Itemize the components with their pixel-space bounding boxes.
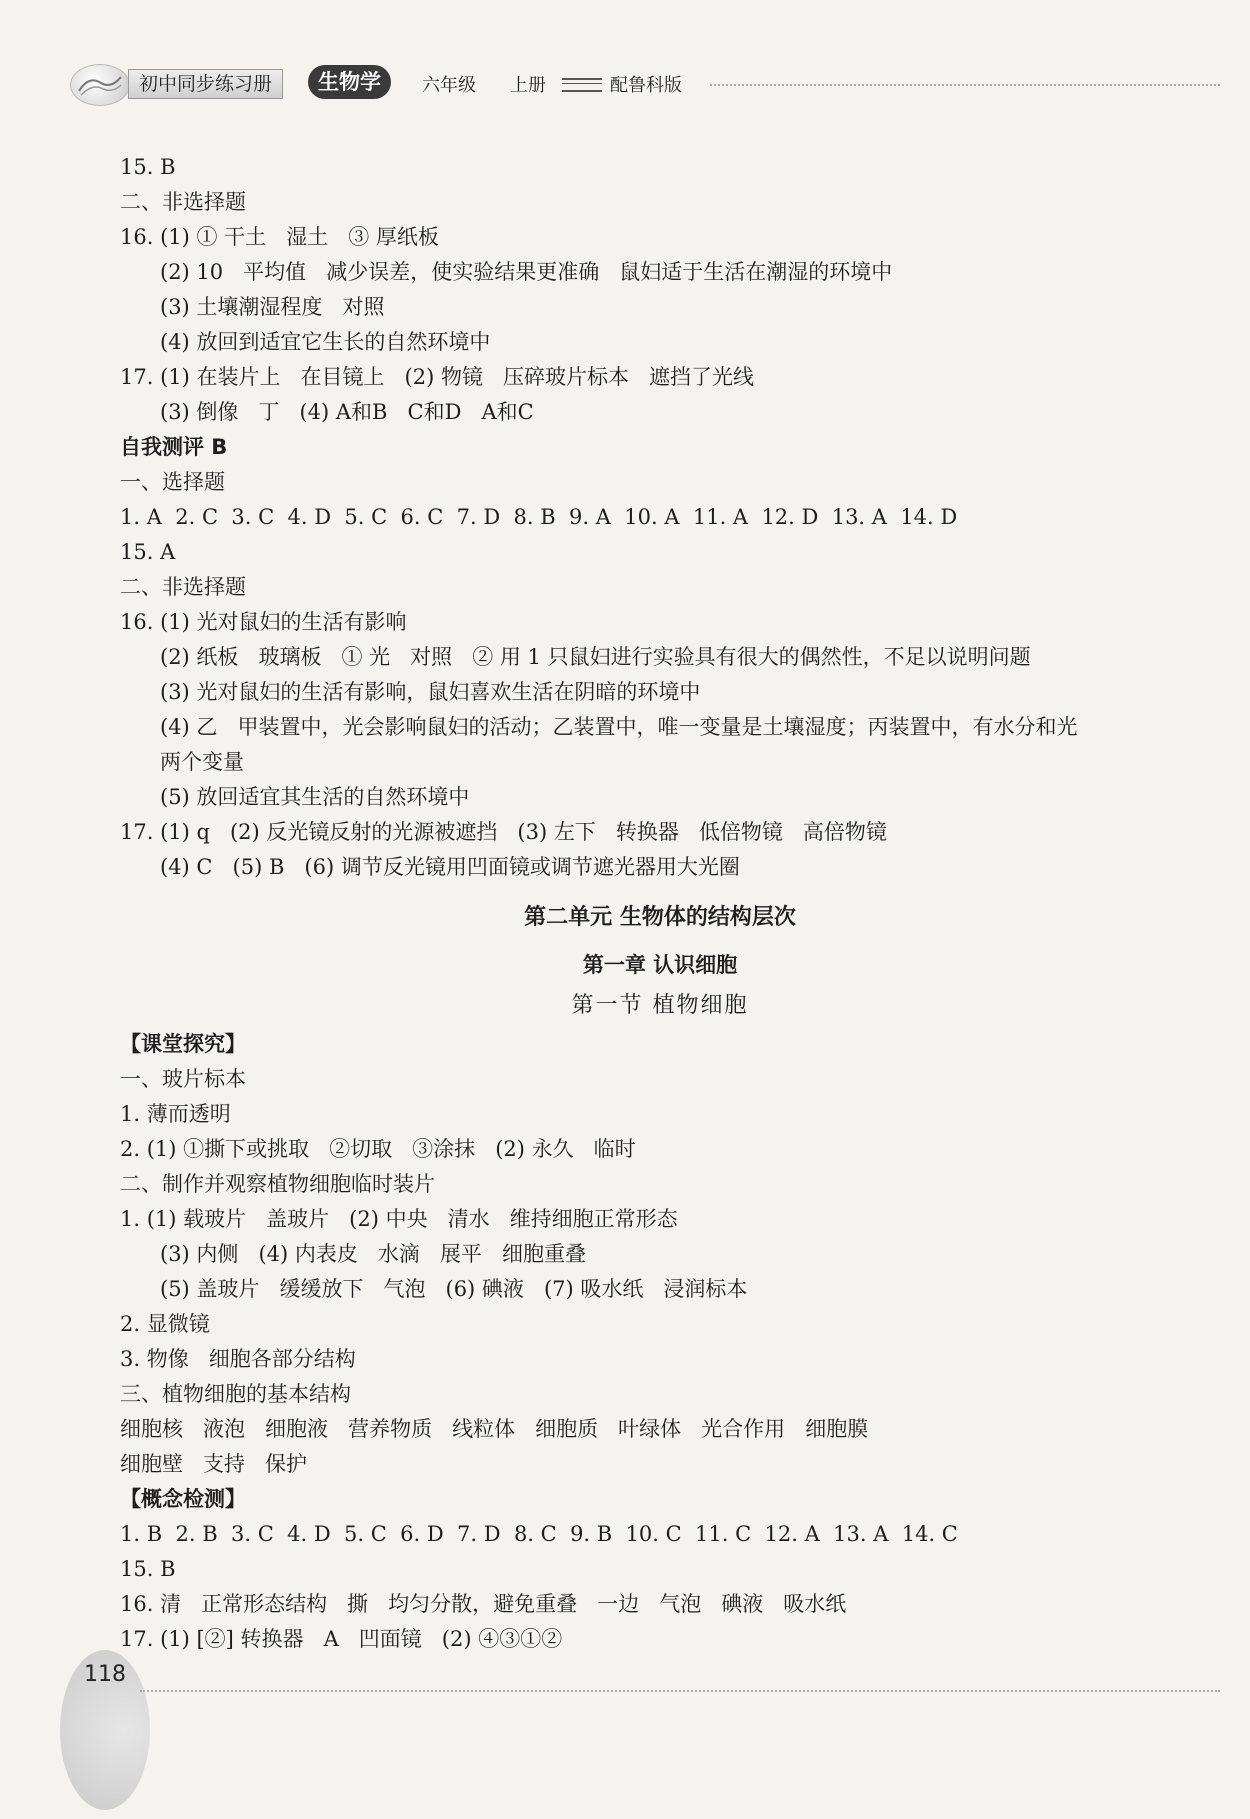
answer-line: 15. B: [120, 155, 176, 179]
series-title: 初中同步练习册: [128, 69, 283, 99]
answer-line: (2) 10 平均值 减少误差，使实验结果更准确 鼠妇适于生活在潮湿的环境中: [160, 260, 893, 284]
answer-line: 2. 显微镜: [120, 1312, 210, 1336]
answer-line: 【课堂探究】: [120, 1032, 246, 1056]
answer-line: 3. 物像 细胞各部分结构: [120, 1347, 356, 1371]
volume-label: 上册: [510, 75, 546, 96]
edition-label: 配鲁科版: [610, 75, 682, 96]
answer-line: 17. (1) 在装片上 在目镜上 (2) 物镜 压碎玻片标本 遮挡了光线: [120, 365, 755, 389]
answer-line: 2. (1) ①撕下或挑取 ②切取 ③涂抹 (2) 永久 临时: [120, 1137, 636, 1161]
answer-line: 17. (1) [②] 转换器 A 凹面镜 (2) ④③①②: [120, 1627, 563, 1651]
answer-line: 15. A: [120, 540, 176, 564]
header-dotted-rule: [710, 84, 1220, 86]
subject-badge: 生物学: [308, 65, 391, 99]
answer-line: (3) 倒像 丁 (4) A和B C和D A和C: [160, 400, 534, 424]
unit-title: 第二单元 生物体的结构层次: [524, 905, 796, 930]
answer-line: 1. A 2. C 3. C 4. D 5. C 6. C 7. D 8. B 9. A 10. A 11. A 12. D 13. A 14. D: [120, 505, 958, 529]
answer-line: (4) C (5) B (6) 调节反光镜用凹面镜或调节遮光器用大光圈: [160, 855, 740, 879]
answer-line: (4) 放回到适宜它生长的自然环境中: [160, 330, 491, 354]
answer-line: 细胞核 液泡 细胞液 营养物质 线粒体 细胞质 叶绿体 光合作用 细胞膜: [120, 1417, 869, 1441]
answer-line: 两个变量: [160, 750, 244, 774]
answer-line: 二、非选择题: [120, 575, 246, 599]
answer-block-2: [120, 1027, 1200, 1657]
answer-line: 1. B 2. B 3. C 4. D 5. C 6. D 7. D 8. C 9. B 10. C 11. C 12. A 13. A 14. C: [120, 1522, 958, 1546]
page-header: [70, 60, 1250, 110]
answer-line: 15. B: [120, 1557, 176, 1581]
section-title: 第一节 植物细胞: [571, 993, 749, 1018]
answer-line: 自我测评 B: [120, 435, 228, 459]
chapter-title: 第一章 认识细胞: [582, 953, 738, 977]
answer-line: (2) 纸板 玻璃板 ① 光 对照 ② 用 1 只鼠妇进行实验具有很大的偶然性，不足以说明问题: [160, 645, 1031, 669]
answer-line: (4) 乙 甲装置中，光会影响鼠妇的活动；乙装置中，唯一变量是土壤湿度；丙装置中，有水分和光: [160, 715, 1078, 739]
answer-line: (3) 土壤潮湿程度 对照: [160, 295, 385, 319]
answer-line: 1. 薄而透明: [120, 1102, 231, 1126]
answer-line: 16. 清 正常形态结构 撕 均匀分散，避免重叠 一边 气泡 碘液 吸水纸: [120, 1592, 847, 1616]
answer-line: 一、选择题: [120, 470, 225, 494]
answer-line: 【概念检测】: [120, 1487, 246, 1511]
answer-content: [120, 150, 1200, 1657]
series-logo-icon: [70, 64, 130, 106]
answer-line: (5) 盖玻片 缓缓放下 气泡 (6) 碘液 (7) 吸水纸 浸润标本: [160, 1277, 748, 1301]
answer-line: 16. (1) ① 干土 湿土 ③ 厚纸板: [120, 225, 439, 249]
answer-line: 一、玻片标本: [120, 1067, 246, 1091]
answer-line: 1. (1) 载玻片 盖玻片 (2) 中央 清水 维持细胞正常形态: [120, 1207, 678, 1231]
grade-label: 六年级: [422, 75, 476, 96]
answer-line: 三、植物细胞的基本结构: [120, 1382, 351, 1406]
answer-line: 17. (1) q (2) 反光镜反射的光源被遮挡 (3) 左下 转换器 低倍物镜 高倍物镜: [120, 820, 887, 844]
answer-line: 二、制作并观察植物细胞临时装片: [120, 1172, 435, 1196]
footer-dotted-rule: [140, 1690, 1220, 1692]
header-divider: [562, 78, 602, 92]
answer-line: 细胞壁 支持 保护: [120, 1452, 308, 1476]
answer-line: (3) 内侧 (4) 内表皮 水滴 展平 细胞重叠: [160, 1242, 586, 1266]
answer-line: 16. (1) 光对鼠妇的生活有影响: [120, 610, 407, 634]
answer-line: (3) 光对鼠妇的生活有影响，鼠妇喜欢生活在阴暗的环境中: [160, 680, 701, 704]
answer-line: 二、非选择题: [120, 190, 246, 214]
page-number: 118: [84, 1662, 126, 1687]
answer-block-1: [120, 150, 1200, 885]
answer-line: (5) 放回适宜其生活的自然环境中: [160, 785, 470, 809]
